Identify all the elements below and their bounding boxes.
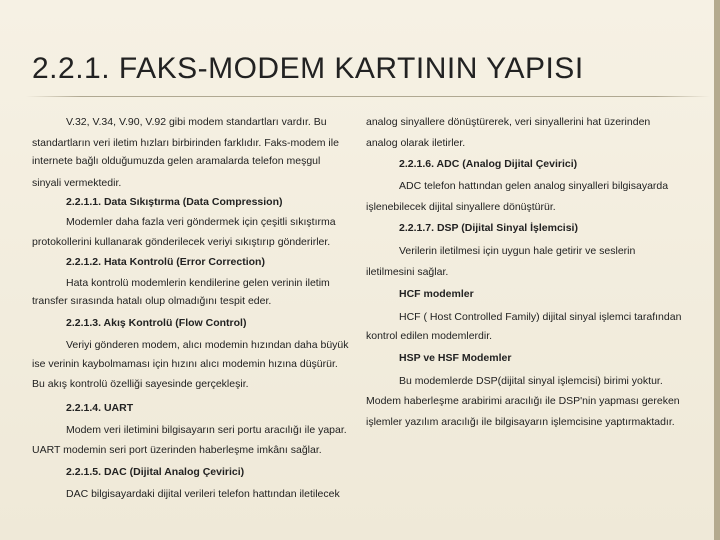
- left-para-line: Veriyi gönderen modem, alıcı modemin hızından daha büyük: [66, 339, 349, 351]
- left-para-line: Bu akış kontrolü özelliği sayesinde gerçekleşir.: [32, 378, 249, 390]
- right-para-line: iletilmesini sağlar.: [366, 266, 449, 278]
- left-para-line: ise verinin kaybolmaması için hızını alıcı modemin hızına düşürür.: [32, 358, 338, 370]
- left-para-line: internete bağlı olduğumuzda gelen aramalarda telefon meşgul: [32, 155, 321, 167]
- right-para-line: Bu modemlerde DSP(dijital sinyal işlemcisi) birimi yoktur.: [399, 375, 663, 387]
- section-heading-hcf-modems: HCF modemler: [399, 288, 474, 300]
- left-para-line: Modem veri iletimini bilgisayarın seri portu aracılığı ile yapar.: [66, 424, 347, 436]
- left-para-line: DAC bilgisayardaki dijital verileri telefon hattından iletilecek: [66, 488, 340, 500]
- left-para-line: protokollerini kullanarak gönderilecek veriyi sıkıştırıp gönderirler.: [32, 236, 331, 248]
- section-heading-adc: 2.2.1.6. ADC (Analog Dijital Çevirici): [399, 158, 578, 170]
- right-para-line: HCF ( Host Controlled Family) dijital sinyal işlemci tarafından: [399, 311, 682, 323]
- right-para-line: Verilerin iletilmesi için uygun hale getirir ve seslerin: [399, 245, 636, 257]
- section-heading-data-compression: 2.2.1.1. Data Sıkıştırma (Data Compression): [66, 196, 283, 208]
- right-para-line: Modem haberleşme arabirimi aracılığı ile DSP'nin yapması gereken: [366, 395, 680, 407]
- section-heading-error-correction: 2.2.1.2. Hata Kontrolü (Error Correction): [66, 256, 265, 268]
- right-para-line: işlemler yazılım aracılığı ile bilgisayarın işlemcisine yaptırmaktadır.: [366, 416, 675, 428]
- left-para-line: Modemler daha fazla veri göndermek için çeşitli sıkıştırma: [66, 216, 336, 228]
- left-para-line: V.32, V.34, V.90, V.92 gibi modem standartları vardır. Bu: [66, 116, 327, 128]
- left-para-line: standartların veri iletim hızları birbirinden farklıdır. Faks-modem ile: [32, 137, 339, 149]
- section-heading-dsp: 2.2.1.7. DSP (Dijital Sinyal İşlemcisi): [399, 222, 578, 234]
- section-heading-uart: 2.2.1.4. UART: [66, 402, 134, 414]
- left-para-line: transfer sırasında hatalı olup olmadığını tespit eder.: [32, 295, 272, 307]
- right-para-line: kontrol edilen modemlerdir.: [366, 330, 493, 342]
- right-para-line: analog sinyallere dönüştürerek, veri sinyallerini hat üzerinden: [366, 116, 651, 128]
- left-para-line: UART modemin seri port üzerinden haberleşme imkânı sağlar.: [32, 444, 322, 456]
- right-para-line: analog olarak iletirler.: [366, 137, 466, 149]
- section-heading-dac: 2.2.1.5. DAC (Dijital Analog Çevirici): [66, 466, 245, 478]
- section-heading-flow-control: 2.2.1.3. Akış Kontrolü (Flow Control): [66, 317, 247, 329]
- slide-title: 2.2.1. FAKS-MODEM KARTININ YAPISI: [32, 52, 584, 85]
- section-heading-hsp-hsf-modems: HSP ve HSF Modemler: [399, 352, 512, 364]
- title-divider: [26, 96, 710, 97]
- left-para-line: Hata kontrolü modemlerin kendilerine gelen verinin iletim: [66, 277, 330, 289]
- left-para-line: sinyali vermektedir.: [32, 177, 122, 189]
- right-para-line: ADC telefon hattından gelen analog sinyalleri bilgisayarda: [399, 180, 669, 192]
- slide-edge-bar: [714, 0, 720, 540]
- right-para-line: işlenebilecek dijital sinyallere dönüştürür.: [366, 201, 556, 213]
